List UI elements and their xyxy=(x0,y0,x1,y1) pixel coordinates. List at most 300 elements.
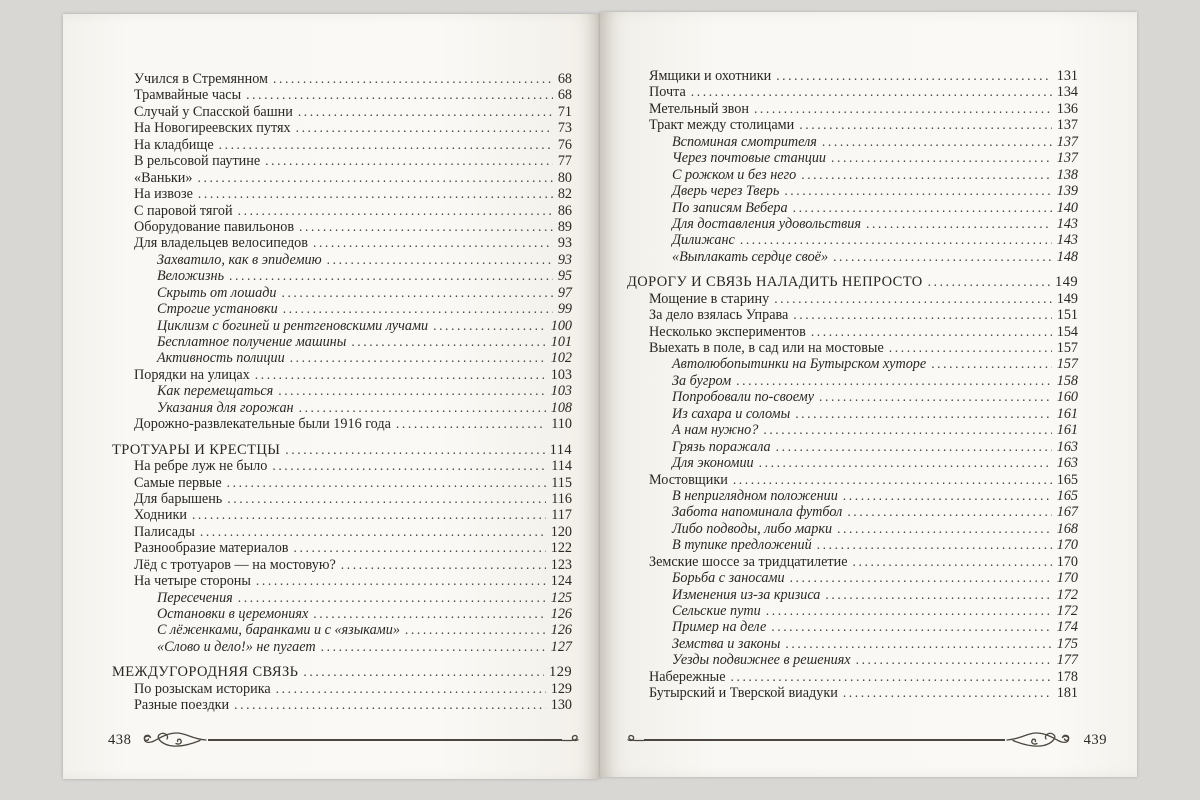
toc-entry-page: 160 xyxy=(1056,389,1078,406)
toc-entry-title: Указания для горожан xyxy=(157,399,294,416)
dot-leader xyxy=(200,524,546,541)
dot-leader xyxy=(754,101,1052,118)
toc-entry-title: На четыре стороны xyxy=(134,573,251,590)
toc-entry-page: 172 xyxy=(1056,586,1078,603)
toc-entry xyxy=(112,71,572,87)
toc-entry-page: 126 xyxy=(550,606,572,622)
toc-left-column xyxy=(112,71,572,714)
toc-entry-title: Грязь поражала xyxy=(672,438,771,455)
toc-entry-page: 136 xyxy=(1056,100,1078,117)
toc-entry xyxy=(627,340,1078,356)
toc-entry xyxy=(627,504,1078,520)
toc-entry-title: Строгие установки xyxy=(157,301,278,318)
toc-entry xyxy=(627,537,1078,553)
toc-entry xyxy=(627,669,1078,685)
toc-entry-page: 127 xyxy=(550,638,572,655)
toc-entry-page: 93 xyxy=(557,235,572,252)
toc-entry-page: 139 xyxy=(1056,183,1078,200)
footer-flourish-icon xyxy=(1005,727,1073,753)
right-page-footer xyxy=(627,728,1107,752)
toc-entry-title: Разнообразие материалов xyxy=(134,540,289,557)
dot-leader xyxy=(691,84,1052,101)
toc-entry-page: 115 xyxy=(551,474,572,491)
dot-leader xyxy=(790,570,1052,587)
toc-entry-title: Через почтовые станции xyxy=(672,150,827,167)
toc-entry-title: Мостовщики xyxy=(649,471,728,488)
toc-entry-title: На извозе xyxy=(134,186,193,203)
toc-entry-title: «Ваньки» xyxy=(134,169,193,186)
dot-leader xyxy=(299,400,546,417)
dot-leader xyxy=(299,219,553,236)
toc-entry-title: Для экономии xyxy=(672,455,754,472)
toc-entry xyxy=(627,150,1078,166)
toc-entry-page: 123 xyxy=(550,556,572,573)
page-number-left: 438 xyxy=(108,731,132,748)
toc-entry xyxy=(627,274,1078,290)
toc-entry-page: 108 xyxy=(550,399,572,416)
dot-leader xyxy=(843,488,1052,505)
toc-entry-page: 167 xyxy=(1056,504,1078,521)
toc-entry-title: Метельный звон xyxy=(649,100,749,117)
toc-entry xyxy=(627,216,1078,232)
toc-entry xyxy=(627,183,1078,199)
toc-entry-page: 174 xyxy=(1056,619,1078,636)
toc-entry xyxy=(627,488,1078,504)
toc-entry-page: 170 xyxy=(1056,537,1078,554)
toc-entry-title: «Слово и дело!» не пугает xyxy=(157,638,316,655)
toc-entry-title: Как перемещаться xyxy=(157,383,274,400)
toc-entry-page: 129 xyxy=(549,664,572,681)
toc-entry-page: 137 xyxy=(1056,133,1078,150)
footer-flourish-icon xyxy=(140,727,208,753)
toc-entry-page: 76 xyxy=(557,136,572,153)
toc-entry-title: Самые первые xyxy=(134,474,222,491)
toc-entry xyxy=(627,324,1078,340)
toc-entry-title: Для барышень xyxy=(134,490,223,507)
toc-entry-page: 71 xyxy=(557,103,572,120)
toc-entry-title: Для владельцев велосипедов xyxy=(134,235,308,252)
dot-leader xyxy=(822,134,1052,151)
toc-entry-title: По записям Вебера xyxy=(672,199,788,216)
toc-entry-page: 149 xyxy=(1055,274,1078,291)
toc-entry xyxy=(112,318,572,334)
toc-entry-title: Тракт между столицами xyxy=(649,117,795,134)
dot-leader xyxy=(192,507,546,524)
dot-leader xyxy=(313,606,545,623)
toc-entry xyxy=(112,573,572,589)
toc-entry-page: 168 xyxy=(1056,520,1078,537)
dot-leader xyxy=(396,416,546,433)
toc-entry-title: Остановки в церемониях xyxy=(157,606,309,622)
dot-leader xyxy=(837,521,1052,538)
dot-leader xyxy=(825,587,1051,604)
toc-entry-title: Дилижанс xyxy=(672,232,735,249)
dot-leader xyxy=(853,554,1052,571)
toc-entry-title: Выехать в поле, в сад или на мостовые xyxy=(649,340,884,356)
toc-entry-title: За бугром xyxy=(672,372,732,389)
dot-leader xyxy=(256,573,546,590)
toc-entry-page: 138 xyxy=(1056,166,1078,183)
toc-entry xyxy=(112,153,572,169)
toc-entry xyxy=(112,524,572,540)
toc-entry xyxy=(112,235,572,251)
dot-leader xyxy=(313,235,553,252)
toc-entry-title: Захватило, как в эпидемию xyxy=(157,251,322,268)
dot-leader xyxy=(198,170,553,187)
toc-entry-page: 129 xyxy=(550,680,572,697)
toc-entry-title: Пример на деле xyxy=(672,619,767,636)
toc-entry-title: МЕЖДУГОРОДНЯЯ СВЯЗЬ xyxy=(112,664,299,681)
dot-leader xyxy=(272,458,546,475)
toc-entry-title: Скрыть от лошади xyxy=(157,284,277,301)
footer-line-end-curl-icon xyxy=(627,733,644,748)
toc-entry xyxy=(112,285,572,301)
toc-entry-title: ТРОТУАРЫ И КРЕСТЦЫ xyxy=(112,441,281,458)
dot-leader xyxy=(856,652,1052,669)
toc-entry-title: Случай у Спасской башни xyxy=(134,103,293,120)
dot-leader xyxy=(285,442,544,459)
toc-entry-page: 97 xyxy=(557,284,572,301)
dot-leader xyxy=(405,622,546,639)
toc-entry xyxy=(627,406,1078,422)
toc-entry-page: 161 xyxy=(1056,405,1078,422)
dot-leader xyxy=(283,301,553,318)
dot-leader xyxy=(795,406,1052,423)
toc-entry-page: 114 xyxy=(551,458,572,475)
toc-entry xyxy=(627,249,1078,265)
toc-entry xyxy=(627,439,1078,455)
toc-entry xyxy=(627,422,1078,438)
toc-entry xyxy=(112,622,572,638)
toc-entry-page: 148 xyxy=(1056,248,1078,265)
toc-entry-title: А нам нужно? xyxy=(672,422,759,439)
dot-leader xyxy=(198,186,553,203)
toc-entry-title: Автолюбопытинки на Бутырском хуторе xyxy=(672,356,927,373)
toc-entry xyxy=(112,606,572,622)
toc-entry xyxy=(112,268,572,284)
toc-entry-title: Ямщики и охотники xyxy=(649,68,772,84)
dot-leader xyxy=(281,285,552,302)
toc-entry-title: Земские шоссе за тридцатилетие xyxy=(649,553,848,570)
toc-entry-page: 149 xyxy=(1056,290,1078,307)
right-page xyxy=(600,12,1137,777)
dot-leader xyxy=(793,200,1052,217)
dot-leader xyxy=(227,491,546,508)
toc-entry-page: 143 xyxy=(1056,215,1078,232)
toc-entry-title: С паровой тягой xyxy=(134,202,233,219)
toc-entry-title: Разные поездки xyxy=(134,697,230,714)
toc-entry xyxy=(112,137,572,153)
toc-entry xyxy=(112,681,572,697)
toc-entry-title: Учился в Стремянном xyxy=(134,71,268,87)
dot-leader xyxy=(776,68,1052,85)
toc-entry-page: 101 xyxy=(550,334,572,350)
dot-leader xyxy=(731,669,1052,686)
dot-leader xyxy=(766,603,1052,620)
toc-entry-page: 89 xyxy=(557,218,572,235)
toc-entry xyxy=(627,101,1078,117)
toc-entry-title: Оборудование павильонов xyxy=(134,218,295,235)
dot-leader xyxy=(819,389,1052,406)
toc-entry xyxy=(112,491,572,507)
toc-entry xyxy=(627,455,1078,471)
toc-entry xyxy=(112,350,572,366)
dot-leader xyxy=(290,350,546,367)
toc-entry-title: Мощение в старину xyxy=(649,290,770,307)
toc-entry-page: 137 xyxy=(1056,117,1078,134)
toc-entry-page: 124 xyxy=(550,573,572,590)
dot-leader xyxy=(238,590,546,607)
toc-entry-page: 151 xyxy=(1056,307,1078,324)
dot-leader xyxy=(889,340,1052,357)
left-page xyxy=(63,14,600,779)
toc-entry-page: 103 xyxy=(550,366,572,383)
toc-entry-page: 116 xyxy=(551,490,572,507)
toc-entry xyxy=(112,252,572,268)
toc-entry xyxy=(112,507,572,523)
dot-leader xyxy=(811,324,1052,341)
dot-leader xyxy=(219,137,553,154)
toc-entry-page: 175 xyxy=(1056,635,1078,652)
toc-entry-title: Набережные xyxy=(649,668,726,685)
toc-entry xyxy=(112,664,572,680)
dot-leader xyxy=(785,636,1051,653)
toc-entry xyxy=(112,301,572,317)
toc-entry xyxy=(627,232,1078,248)
dot-leader xyxy=(246,87,553,104)
toc-entry-title: Уезды подвижнее в решениях xyxy=(672,652,851,669)
toc-entry-title: С лёженками, баранками и с «языками» xyxy=(157,622,400,639)
toc-entry-title: Несколько экспериментов xyxy=(649,323,806,340)
dot-leader xyxy=(831,150,1052,167)
toc-entry-title: Лёд с тротуаров — на мостовую? xyxy=(134,556,336,573)
page-number-right: 439 xyxy=(1083,731,1107,748)
dot-leader xyxy=(278,383,545,400)
toc-entry xyxy=(627,521,1078,537)
toc-entry-title: Бесплатное получение машины xyxy=(157,334,347,350)
toc-entry-title: С рожком и без него xyxy=(672,166,797,183)
toc-entry-page: 110 xyxy=(551,416,572,433)
dot-leader xyxy=(229,268,553,285)
dot-leader xyxy=(763,422,1051,439)
toc-entry xyxy=(112,416,572,432)
left-page-footer xyxy=(108,728,579,752)
toc-entry-page: 68 xyxy=(557,71,572,87)
dot-leader xyxy=(847,504,1051,521)
dot-leader xyxy=(733,472,1052,489)
footer-rule xyxy=(208,739,562,740)
toc-entry-title: Изменения из-за кризиса xyxy=(672,586,821,603)
toc-entry xyxy=(112,590,572,606)
toc-entry-page: 122 xyxy=(550,540,572,557)
toc-entry xyxy=(627,587,1078,603)
toc-entry-page: 93 xyxy=(557,251,572,268)
footer-line-end-curl-icon xyxy=(562,733,579,748)
toc-entry-page: 125 xyxy=(550,589,572,606)
dot-leader xyxy=(736,373,1052,390)
toc-entry xyxy=(627,554,1078,570)
dot-leader xyxy=(759,455,1052,472)
toc-entry xyxy=(627,685,1078,701)
toc-entry xyxy=(112,383,572,399)
dot-leader xyxy=(817,537,1052,554)
toc-entry-page: 77 xyxy=(557,153,572,170)
toc-entry-title: На Новогиреевских путях xyxy=(134,120,291,137)
toc-entry-title: По розыскам историка xyxy=(134,680,271,697)
toc-entry-title: Веложизнь xyxy=(157,268,225,285)
toc-entry-title: Борьба с заносами xyxy=(672,570,785,587)
toc-entry xyxy=(627,356,1078,372)
toc-entry-title: Земства и законы xyxy=(672,635,781,652)
toc-entry-page: 137 xyxy=(1056,150,1078,167)
toc-entry xyxy=(112,104,572,120)
toc-entry-page: 170 xyxy=(1056,570,1078,587)
toc-entry-page: 140 xyxy=(1056,199,1078,216)
toc-entry-title: Для доставления удовольствия xyxy=(672,215,861,232)
toc-entry-page: 99 xyxy=(557,301,572,318)
toc-entry-page: 165 xyxy=(1056,487,1078,504)
toc-entry xyxy=(627,603,1078,619)
toc-entry-title: Почта xyxy=(649,84,686,101)
dot-leader xyxy=(833,249,1052,266)
toc-entry xyxy=(627,389,1078,405)
toc-entry xyxy=(112,639,572,655)
toc-entry xyxy=(112,87,572,103)
toc-entry xyxy=(112,540,572,556)
toc-entry-page: 163 xyxy=(1056,455,1078,472)
toc-entry-title: Порядки на улицах xyxy=(134,366,250,383)
dot-leader xyxy=(276,681,546,698)
toc-entry-title: Пересечения xyxy=(157,589,233,606)
toc-entry-page: 82 xyxy=(557,186,572,203)
toc-entry-title: ДОРОГУ И СВЯЗЬ НАЛАДИТЬ НЕПРОСТО xyxy=(627,274,923,291)
toc-entry-page: 120 xyxy=(550,523,572,540)
toc-entry-page: 100 xyxy=(550,317,572,334)
toc-entry-page: 170 xyxy=(1056,553,1078,570)
toc-entry-title: «Выплакать сердце своё» xyxy=(672,248,829,265)
toc-entry xyxy=(112,475,572,491)
toc-entry-title: Активность полиции xyxy=(157,350,285,367)
toc-entry xyxy=(627,652,1078,668)
toc-entry xyxy=(627,134,1078,150)
toc-entry-page: 68 xyxy=(557,87,572,104)
toc-entry-title: За дело взялась Управа xyxy=(649,307,789,324)
footer-rule xyxy=(644,739,1005,740)
dot-leader xyxy=(799,117,1051,134)
dot-leader xyxy=(774,291,1052,308)
toc-entry-page: 172 xyxy=(1056,603,1078,619)
toc-entry-title: На ребре луж не было xyxy=(134,458,268,475)
dot-leader xyxy=(255,367,546,384)
toc-entry-page: 157 xyxy=(1056,340,1078,356)
toc-entry-title: Либо подводы, либо марки xyxy=(672,520,833,537)
dot-leader xyxy=(740,232,1052,249)
toc-entry xyxy=(627,291,1078,307)
dot-leader xyxy=(327,252,553,269)
toc-entry-title: Забота напоминала футбол xyxy=(672,504,843,521)
toc-entry xyxy=(112,442,572,458)
toc-entry xyxy=(627,117,1078,133)
toc-entry xyxy=(112,219,572,235)
toc-entry xyxy=(627,167,1078,183)
toc-entry-title: Ходники xyxy=(134,507,187,524)
toc-entry-title: В неприглядном положении xyxy=(672,487,838,504)
dot-leader xyxy=(433,318,546,335)
toc-entry-title: Палисады xyxy=(134,523,195,540)
toc-entry-title: Вспоминая смотрителя xyxy=(672,133,817,150)
dot-leader xyxy=(784,183,1051,200)
toc-entry-title: На кладбище xyxy=(134,136,214,153)
dot-leader xyxy=(227,475,547,492)
toc-entry-page: 117 xyxy=(551,507,572,524)
dot-leader xyxy=(303,664,544,681)
toc-entry-page: 130 xyxy=(550,697,572,714)
toc-entry-title: Дверь через Тверь xyxy=(672,183,780,200)
toc-entry-page: 163 xyxy=(1056,438,1078,455)
toc-entry-page: 114 xyxy=(549,441,572,458)
toc-entry-page: 161 xyxy=(1056,422,1078,439)
toc-entry xyxy=(627,373,1078,389)
toc-entry-title: В рельсовой паутине xyxy=(134,153,261,170)
dot-leader xyxy=(298,104,553,121)
dot-leader xyxy=(843,685,1052,702)
toc-entry xyxy=(627,472,1078,488)
toc-entry-page: 103 xyxy=(550,383,572,400)
toc-entry-page: 102 xyxy=(550,350,572,367)
toc-entry-page: 158 xyxy=(1056,372,1078,389)
toc-entry-page: 131 xyxy=(1056,68,1078,84)
toc-entry-page: 143 xyxy=(1056,232,1078,249)
toc-entry-title: Бутырский и Тверской виадуки xyxy=(649,685,838,702)
toc-entry-title: Циклизм с богиней и рентгеновскими лучами xyxy=(157,317,429,334)
toc-entry xyxy=(627,570,1078,586)
dot-leader xyxy=(273,71,553,88)
toc-entry xyxy=(627,68,1078,84)
dot-leader xyxy=(234,697,546,714)
toc-entry-title: Трамвайные часы xyxy=(134,87,242,104)
dot-leader xyxy=(771,619,1051,636)
dot-leader xyxy=(931,356,1052,373)
toc-entry xyxy=(112,557,572,573)
dot-leader xyxy=(341,557,546,574)
toc-entry xyxy=(627,200,1078,216)
toc-entry-page: 134 xyxy=(1056,84,1078,101)
toc-right-column xyxy=(627,68,1078,702)
toc-entry-title: В тупике предложений xyxy=(672,537,812,554)
toc-entry xyxy=(627,307,1078,323)
dot-leader xyxy=(321,639,546,656)
toc-entry-page: 178 xyxy=(1056,668,1078,685)
toc-entry-page: 95 xyxy=(557,268,572,285)
dot-leader xyxy=(928,274,1050,291)
toc-entry xyxy=(627,619,1078,635)
toc-entry xyxy=(112,186,572,202)
toc-entry-page: 154 xyxy=(1056,323,1078,340)
toc-entry-page: 73 xyxy=(557,120,572,137)
toc-entry xyxy=(112,120,572,136)
toc-entry-title: Попробовали по-своему xyxy=(672,389,815,406)
toc-entry xyxy=(112,203,572,219)
dot-leader xyxy=(265,153,553,170)
toc-entry xyxy=(627,84,1078,100)
toc-entry-page: 165 xyxy=(1056,471,1078,488)
toc-entry-page: 126 xyxy=(550,622,572,639)
dot-leader xyxy=(793,307,1051,324)
toc-entry-page: 157 xyxy=(1056,356,1078,373)
toc-entry-title: Дорожно-развлекательные были 1916 года xyxy=(134,416,391,433)
dot-leader xyxy=(776,439,1052,456)
toc-entry xyxy=(112,697,572,713)
